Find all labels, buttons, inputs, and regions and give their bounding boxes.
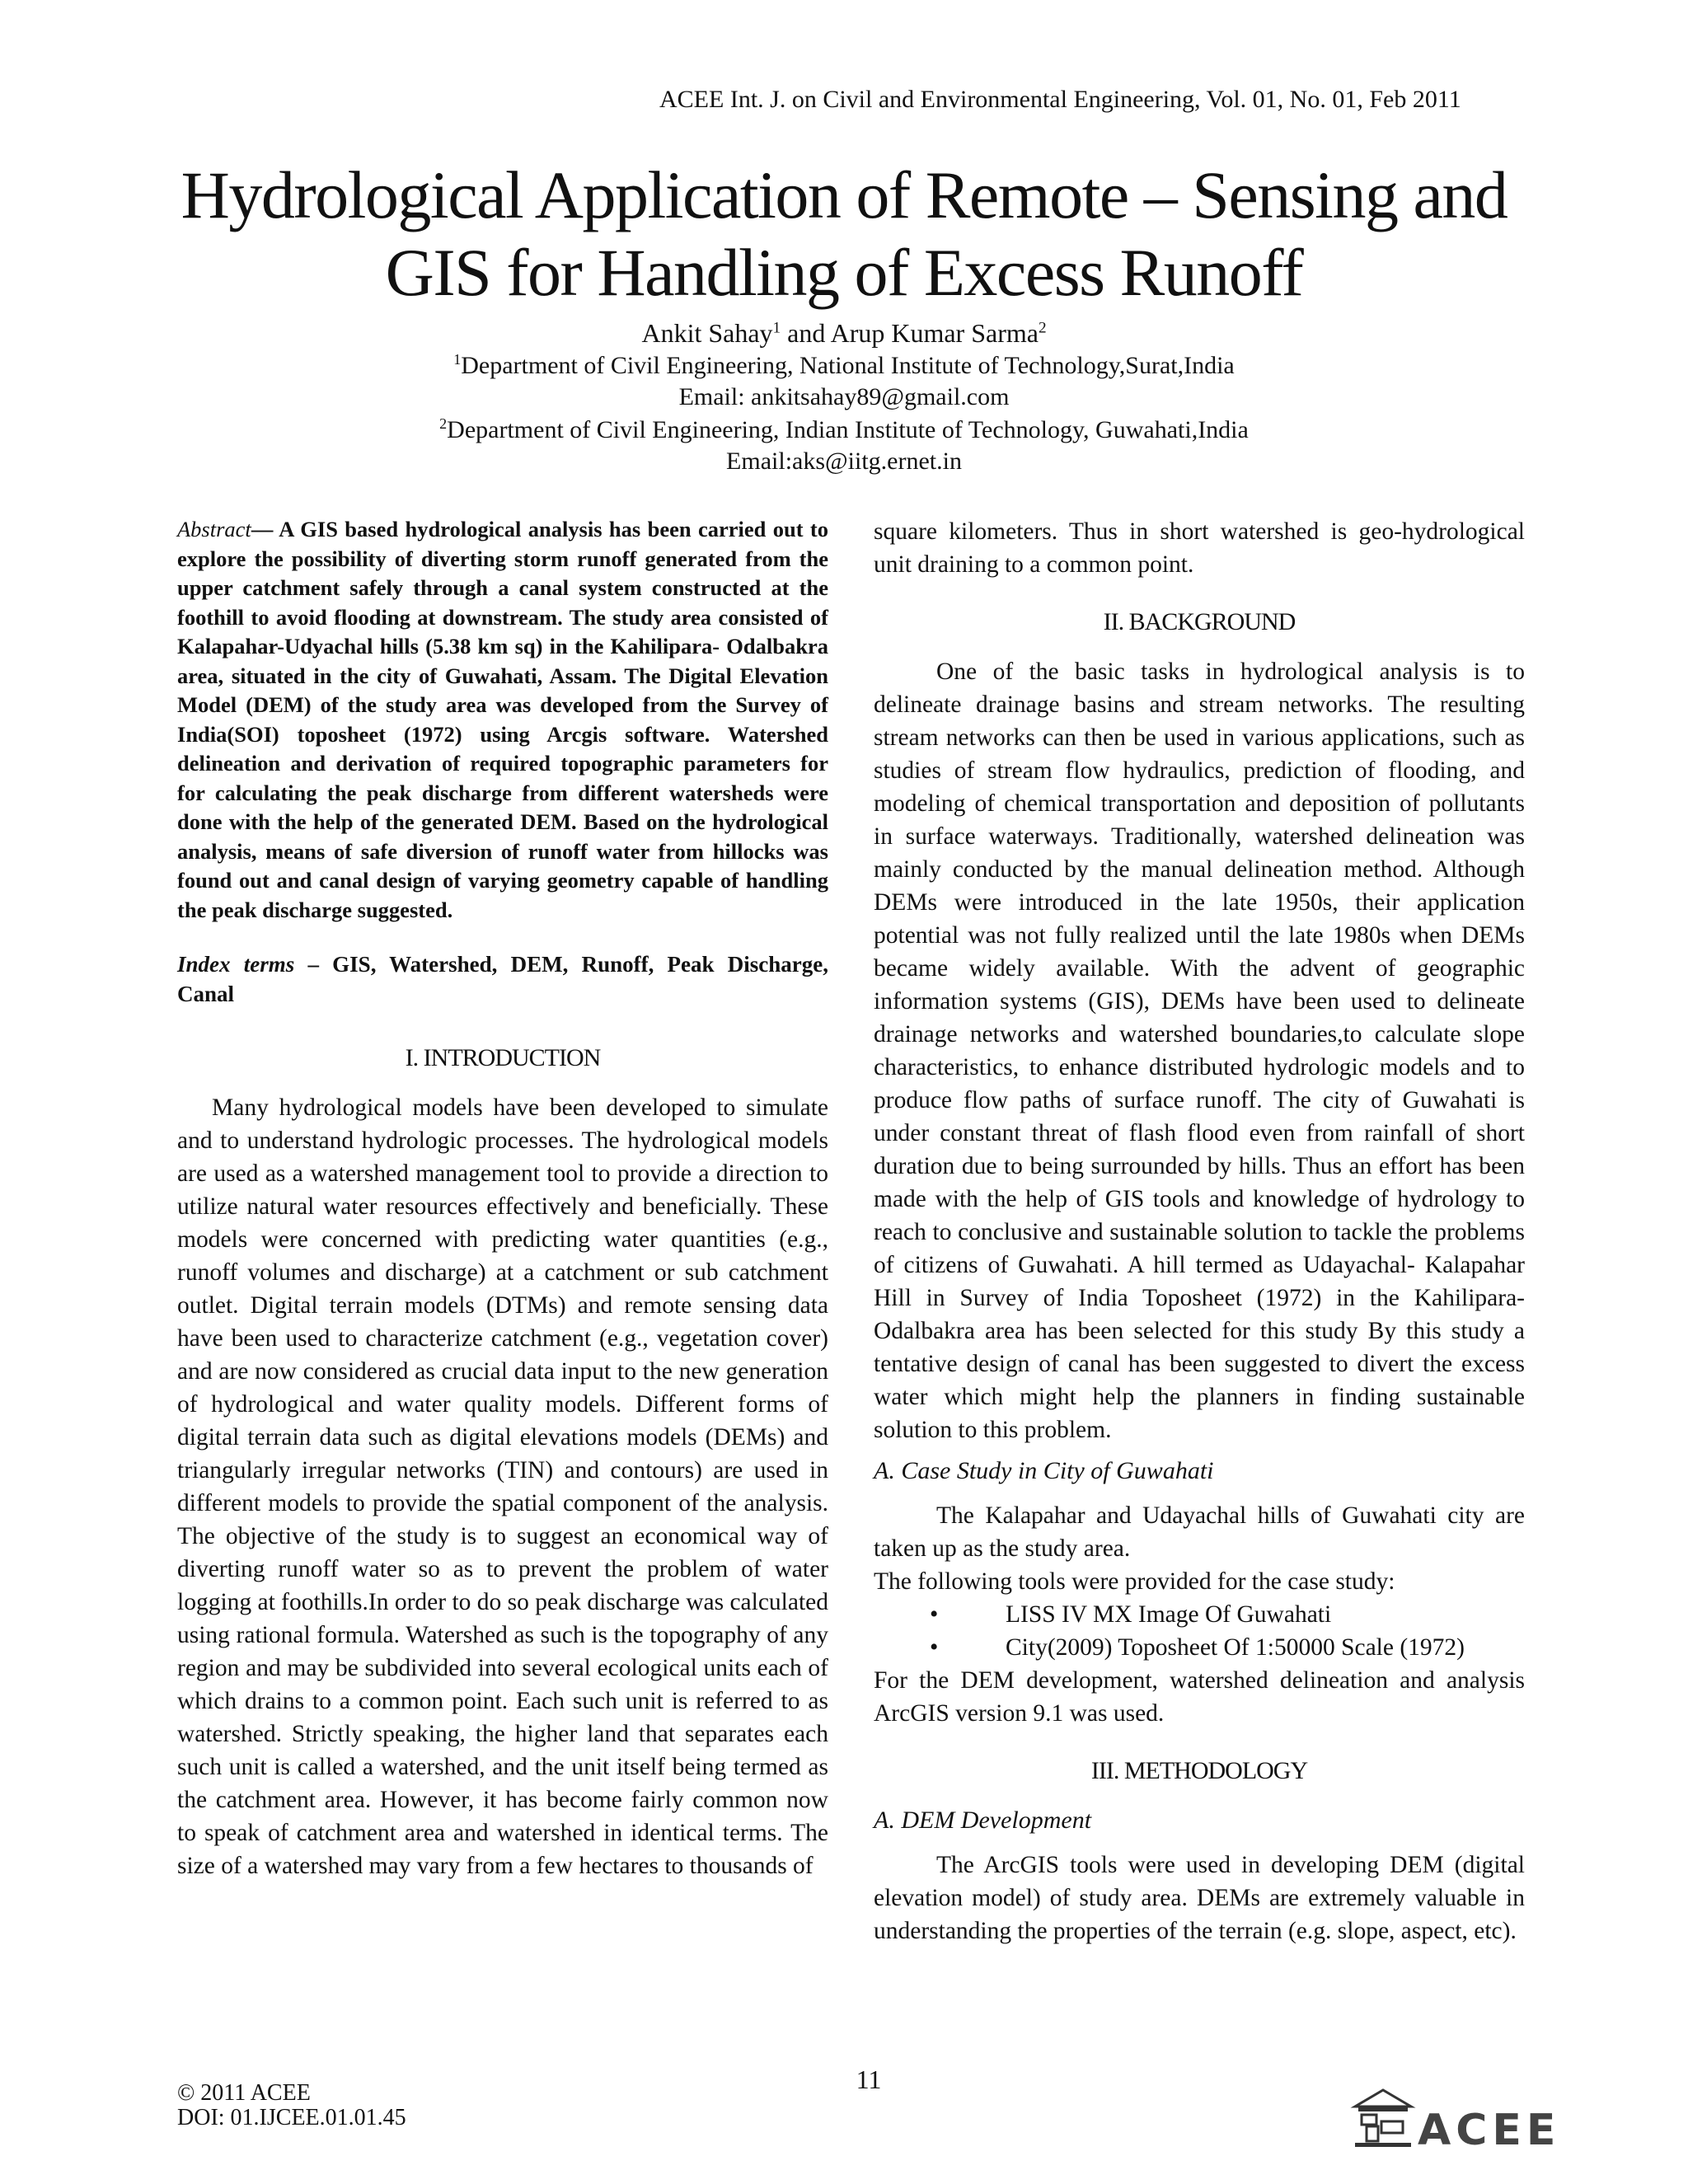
affiliation-2-dept: Department of Civil Engineering, Indian Institute of Technology, Guwahati,India [447,416,1249,443]
title-line-2: GIS for Handling of Excess Runoff [385,235,1303,310]
running-head: ACEE Int. J. on Civil and Environmental Engineering, Vol. 01, No. 01, Feb 2011 [659,86,1461,113]
copyright: © 2011 ACEE [177,2080,311,2106]
index-terms-label: Index terms [177,952,295,977]
affiliation-1 [247,350,1441,413]
doi: DOI: 01.IJCEE.01.01.45 [177,2105,406,2130]
tools-list [874,1598,1525,1664]
background-paragraph: One of the basic tasks in hydrological analysis is to delineate drainage basins and stream networks. The resulting stream networks can then be used in various applications, such as studies of stream flow hydraulics, prediction of flooding, and modeling of chemical transportation and deposition of pollutants in surface waterways. Traditionally, watershed delineation was mainly conducted by the manual delineation method. Although DEMs were introduced in the late 1950s, their application potential was not fully realized until the late 1980s when DEMs became widely available. With the advent of geographic information systems (GIS), DEMs have been used to delineate drainage networks and watershed boundaries,to calculate slope characteristics, to enhance distributed hydrologic models and to produce flow paths of surface runoff. The city of Guwahati is under constant threat of flash flood even from rainfall of short duration due to being surrounded by hills. Thus an effort has been made with the help of GIS tools and knowledge of hydrology to reach to conclusive and sustainable solution to tackle the problems of citizens of Guwahati. A hill termed as Udayachal- Kalapahar Hill in Survey of India Toposheet (1972) in the Kahilipara-Odalbakra area has been selected for this study By this study a tentative design of canal has been suggested to divert the excess water which might help the planners in finding sustainable solution to this problem. [874,658,1525,1443]
acee-logo [1352,2085,1561,2155]
page-number: 11 [856,2064,882,2094]
abstract-label: Abstract [177,517,251,541]
affiliation-1-email: Email: ankitsahay89@gmail.com [678,383,1010,410]
title-line-1: Hydrological Application of Remote – Sensing and [181,157,1507,232]
section-heading-background: II. BACKGROUND [1103,608,1296,635]
right-column [874,515,1525,1947]
case-study-paragraph: The Kalapahar and Udayachal hills of Guwahati city are taken up as the study area. [874,1502,1525,1562]
introduction-continued: square kilometers. Thus in short watershed is geo-hydrological unit draining to a common point. [874,518,1525,578]
logo-text: ACEE [1418,2106,1561,2155]
footer-info [177,2081,406,2130]
author-1-name: Ankit Sahay [641,318,773,348]
dem-paragraph: The ArcGIS tools were used in developing DEM (digital elevation model) of study area. DEMs are extremely valuable in understanding the properties of the terrain (e.g. slope, aspect, etc). [874,1852,1525,1944]
index-terms-text: – GIS, Watershed, DEM, Runoff, Peak Discharge, Canal [177,952,828,1006]
tools-list-item: • LISS IV MX Image Of Guwahati [874,1598,1525,1631]
abstract [177,515,828,925]
subsection-heading-dem: A. DEM Development [874,1807,1092,1834]
author-2-name: Arup Kumar Sarma [830,318,1039,348]
affiliation-2-email: Email:aks@iitg.ernet.in [726,448,962,475]
affiliation-2-sup: 2 [439,415,448,432]
affiliation-1-sup: 1 [453,351,462,368]
section-heading-methodology: III. METHODOLOGY [1090,1757,1308,1784]
author-joiner: and [781,318,831,348]
author-1-sup: 1 [772,319,781,337]
abstract-text: — A GIS based hydrological analysis has been carried out to explore the possibility of diverting storm runoff generated from the upper catchment safely through a canal system constructed at the foothill to avoid flooding at downstream. The study area consisted of Kalapahar-Udyachal hills (5.38 km sq) in the Kahilipara- Odalbakra area, situated in the city of Guwahati, Assam. The Digital Elevation Model (DEM) of the study area was developed from the Survey of India(SOI) toposheet (1972) using Arcgis software. Watershed delineation and derivation of required topographic parameters for for calculating the peak discharge from different watersheds were done with the help of the generated DEM. Based on the hydrological analysis, means of safe diversion of runoff water from hillocks was found out and canal design of varying geometry capable of handling the peak discharge suggested. [177,517,828,922]
case-study-closing: For the DEM development, watershed delineation and analysis ArcGIS version 9.1 was used. [874,1667,1525,1727]
paper-title [165,157,1523,312]
case-study-tools-intro: The following tools were provided for the case study: [874,1568,1395,1595]
index-terms [177,949,828,1009]
affiliation-1-dept: Department of Civil Engineering, National Institute of Technology,Surat,India [461,352,1235,379]
section-heading-introduction: I. INTRODUCTION [405,1044,601,1071]
author-list [247,316,1441,349]
affiliation-2 [247,415,1441,477]
acee-logo-icon [1352,2085,1561,2155]
author-2-sup: 2 [1038,319,1047,337]
left-column [177,515,828,1882]
introduction-paragraph: Many hydrological models have been developed to simulate and to understand hydrologic processes. The hydrological models are used as a watershed management tool to provide a direction to utilize natural water resources effectively and beneficially. These models were concerned with predicting water quantities (e.g., runoff volumes and discharge) at a catchment or sub catchment outlet. Digital terrain models (DTMs) and remote sensing data have been used to characterize catchment (e.g., vegetation cover) and are now considered as crucial data input to the new generation of hydrological and water quality models. Different forms of digital terrain data such as digital elevations models (DEMs) and triangularly irregular networks (TIN) and contours) are used in different models to provide the spatial component of the analysis. The objective of the study is to suggest an economical way of diverting runoff water so as to prevent the problem of water logging at foothills.In order to do so peak discharge was calculated using rational formula. Watershed as such is the topography of any region and may be subdivided into several ecological units each of which drains to a common point. Each such unit is referred to as watershed. Strictly speaking, the higher land that separates each such unit is called a watershed, and the unit itself being termed as the catchment area. However, it has become fairly common now to speak of catchment area and watershed in identical terms. The size of a watershed may vary from a few hectares to thousands of [177,1094,829,1879]
subsection-heading-case-study: A. Case Study in City of Guwahati [874,1457,1214,1484]
tools-list-item: • City(2009) Toposheet Of 1:50000 Scale (1972) [874,1631,1525,1664]
